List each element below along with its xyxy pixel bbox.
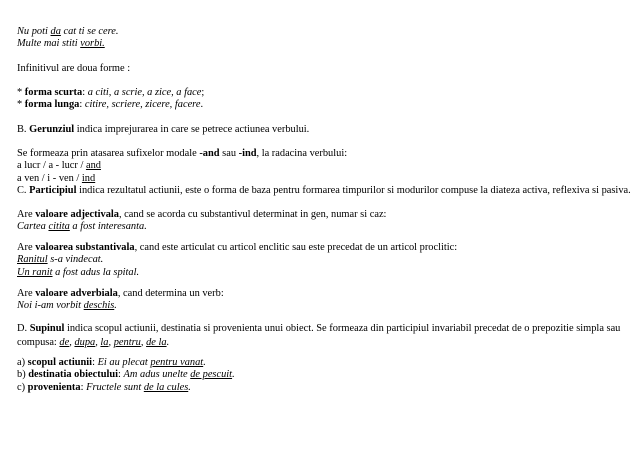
text: Am adus unelte bbox=[123, 369, 191, 381]
examples-italic: a citi, a scrie, a zice, a face bbox=[87, 87, 202, 98]
text: : bbox=[92, 357, 98, 368]
underlined-word: Ranitul bbox=[17, 254, 48, 266]
supin-item bbox=[17, 357, 622, 369]
text: indica rezultatul actiunii, este o forma de baza pentru formarea timpurilor si modurilor compuse la diateza activa, reflexiva si pasiva. bbox=[76, 185, 631, 196]
underlined-word: da bbox=[50, 26, 61, 37]
text: , cand este articulat cu articol enclitic sau este precedat de un articol proclitic: bbox=[134, 242, 458, 253]
text: Are bbox=[17, 209, 36, 220]
bullet: * bbox=[17, 87, 25, 98]
term-bold: forma scurta bbox=[24, 87, 83, 98]
text: . bbox=[200, 99, 204, 111]
formation-line bbox=[17, 148, 622, 160]
text: , la radacina verbului: bbox=[256, 148, 348, 159]
text: a lucr / a - lucr / bbox=[17, 160, 86, 172]
text: , cand se acorda cu substantivul determinat in gen, numar si caz: bbox=[118, 209, 387, 220]
text: : bbox=[82, 87, 88, 98]
suffix-bold: -and bbox=[199, 148, 220, 159]
intro-line-1 bbox=[17, 26, 622, 38]
term-bold: Supinul bbox=[29, 323, 65, 334]
text: a ven / i - ven / bbox=[17, 172, 82, 184]
text: ; bbox=[201, 87, 205, 98]
adverbial-example bbox=[17, 300, 622, 312]
underlined-word: deschis bbox=[83, 300, 115, 312]
text: : bbox=[118, 369, 124, 381]
text: Ei au plecat bbox=[97, 357, 151, 368]
text: Multe mai stiti bbox=[17, 38, 81, 50]
text: : bbox=[80, 381, 87, 393]
preposition: de la bbox=[146, 337, 167, 348]
text: . bbox=[232, 369, 235, 381]
text: a fost adus la spital. bbox=[52, 266, 140, 278]
text: Are bbox=[17, 288, 36, 299]
text: Noi i-am vorbit bbox=[17, 300, 84, 312]
text: Are bbox=[17, 242, 36, 253]
term-bold: Participiul bbox=[29, 185, 77, 196]
supin-item bbox=[17, 369, 622, 381]
text: Fructele sunt bbox=[86, 381, 144, 393]
text: Se formeaza prin atasarea sufixelor modale bbox=[17, 148, 200, 159]
term-bold: forma lunga bbox=[24, 99, 80, 111]
participiu-substantival bbox=[17, 242, 622, 279]
substantival-example-2 bbox=[17, 267, 622, 279]
participiu-adverbial bbox=[17, 288, 622, 313]
section-prefix: D. bbox=[17, 323, 30, 334]
text: indica scopul actiunii, destinatia si provenienta unui obiect. Se formeaza din participiul invariabil precedat de o prepozitie simpla sau compusa: bbox=[17, 323, 621, 348]
underlined-word: citita bbox=[48, 221, 70, 233]
text: cat ti se cere. bbox=[60, 26, 119, 37]
infinitiv-heading: Infinitivul are doua forme : bbox=[17, 63, 131, 74]
adjectival-example bbox=[17, 221, 622, 233]
term-bold: valoare adverbiala bbox=[35, 288, 118, 299]
adverbial-line bbox=[17, 288, 622, 300]
preposition: la bbox=[100, 337, 109, 348]
text: s-a vindecat. bbox=[47, 254, 104, 266]
text: Nu poti bbox=[17, 26, 51, 37]
preposition: pentru bbox=[113, 337, 141, 348]
gerunziu-definition bbox=[17, 124, 622, 136]
preposition: de bbox=[59, 337, 70, 348]
forma-scurta-line bbox=[17, 87, 622, 99]
intro-line-2 bbox=[17, 38, 622, 50]
example-line-2 bbox=[17, 173, 622, 185]
text: , cand determina un verb: bbox=[117, 288, 224, 299]
text: . bbox=[114, 300, 117, 312]
underlined-suffix: ind bbox=[81, 172, 96, 184]
item-prefix: c) bbox=[17, 381, 28, 393]
intro-paragraph bbox=[17, 26, 622, 51]
underlined-phrase: de pescuit bbox=[190, 369, 233, 381]
section-prefix: C. bbox=[17, 185, 30, 196]
term-bold: valoarea substantivala bbox=[35, 242, 135, 253]
term-bold: valoare adjectivala bbox=[35, 209, 119, 220]
preposition: dupa bbox=[74, 337, 96, 348]
text: indica imprejurarea in care se petrece actiunea verbului. bbox=[74, 124, 310, 135]
text: . bbox=[203, 357, 206, 368]
examples-italic: citire, scriere, zicere, facere bbox=[84, 99, 201, 111]
bullet: * bbox=[17, 99, 25, 111]
example-line-1 bbox=[17, 160, 622, 172]
underlined-phrase: de la cules bbox=[143, 381, 189, 393]
gerunziu-formation bbox=[17, 148, 622, 185]
substantival-line bbox=[17, 242, 622, 254]
underlined-word: Un ranit bbox=[17, 266, 53, 278]
suffix-bold: -ind bbox=[238, 148, 257, 159]
underlined-word: vorbi. bbox=[80, 38, 105, 50]
participiu-definition bbox=[17, 185, 631, 197]
section-prefix: B. bbox=[17, 124, 30, 135]
text: . bbox=[188, 381, 191, 393]
adjectival-line bbox=[17, 209, 622, 221]
forma-lunga-line bbox=[17, 99, 622, 111]
underlined-phrase: pentru vanat bbox=[150, 357, 204, 368]
item-prefix: b) bbox=[17, 369, 29, 381]
participiu-adjectival bbox=[17, 209, 622, 234]
text: sau bbox=[219, 148, 239, 159]
infinitiv-forms bbox=[17, 87, 622, 112]
term-bold: destinatia obiectului bbox=[28, 369, 119, 381]
text: : bbox=[79, 99, 85, 111]
supin-definition: D. Supinul indica scopul actiunii, destinatia si provenienta unui obiect. Se formeaza din participiul invariabil precedat de o prepozitie simpla sau compusa: de, dupa, la, pentru, de la. bbox=[17, 323, 621, 348]
supin-item bbox=[17, 382, 622, 394]
item-prefix: a) bbox=[17, 357, 28, 368]
supin-items bbox=[17, 357, 622, 394]
underlined-suffix: and bbox=[85, 160, 101, 172]
term-bold: scopul actiunii bbox=[27, 357, 93, 368]
text: Cartea bbox=[17, 221, 49, 233]
substantival-example-1 bbox=[17, 254, 622, 266]
term-bold: provenienta bbox=[27, 381, 81, 393]
text: a fost interesanta. bbox=[69, 221, 147, 233]
term-bold: Gerunziul bbox=[29, 124, 75, 135]
